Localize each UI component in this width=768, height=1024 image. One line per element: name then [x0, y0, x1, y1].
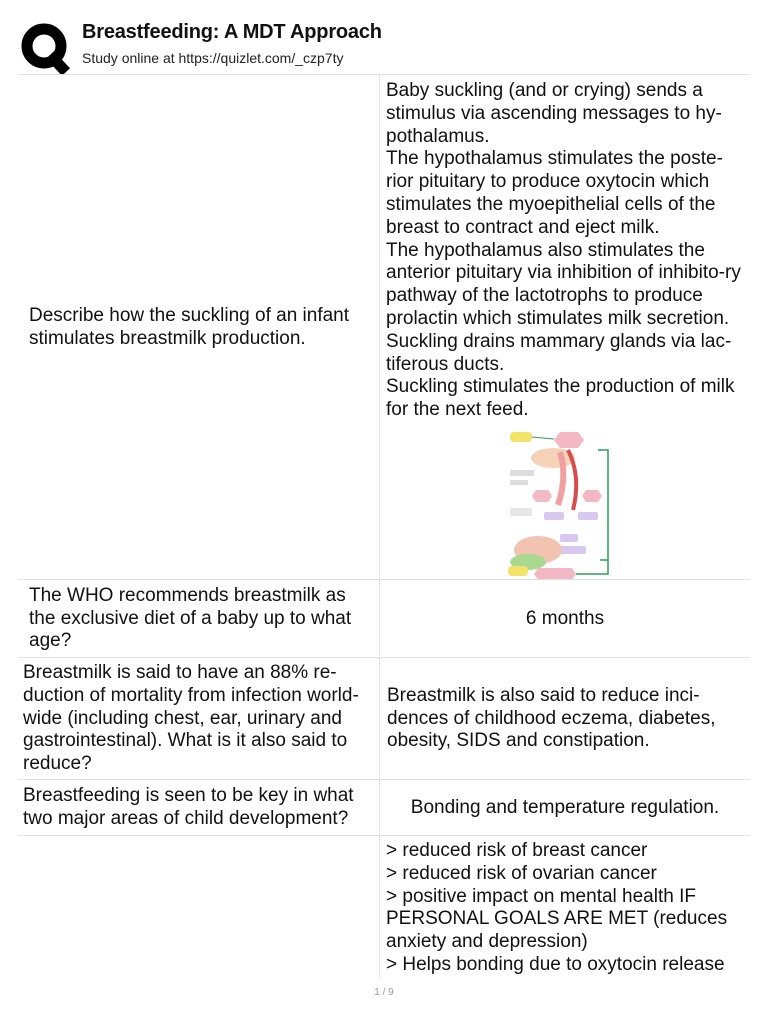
- card-2-question: The WHO recommends breastmilk as the exclusive diet of a baby up to what age?: [18, 580, 380, 658]
- card-3-question: Breastmilk is said to have an 88% re-duction of mortality from infection world-wide (including chest, ear, urinary and gastrointestinal). What is it also said to reduce?: [18, 658, 380, 780]
- card-row-5: [18, 835, 750, 978]
- card-1-question: Describe how the suckling of an infant stimulates breastmilk production.: [18, 75, 380, 580]
- answer-line: > reduced risk of breast cancer: [386, 840, 648, 861]
- answer-paragraph: Baby suckling (and or crying) sends a stimulus via ascending messages to hy-pothalamus.: [386, 80, 722, 147]
- card-5-answer: [380, 836, 750, 978]
- answer-paragraph: Suckling stimulates the production of milk for the next feed.: [386, 376, 735, 421]
- header: [0, 0, 768, 74]
- card-3-answer: Breastmilk is also said to reduce inci-dences of childhood eczema, diabetes, obesity, SIDS and constipation.: [387, 684, 716, 752]
- card-4-answer: Bonding and temperature regulation.: [410, 796, 720, 818]
- quizlet-logo-icon: [20, 22, 72, 74]
- card-4-question: Breastfeeding is seen to be key in what two major areas of child development?: [18, 780, 380, 836]
- page-title: Breastfeeding: A MDT Approach: [82, 21, 382, 43]
- answer-paragraph: Suckling drains mammary glands via lac-tiferous ducts.: [386, 330, 732, 375]
- study-online-link[interactable]: Study online at https://quizlet.com/_czp7ty: [82, 50, 344, 66]
- answer-line: > positive impact on mental health IF PERSONAL GOALS ARE MET (reduces anxiety and depression): [386, 885, 728, 953]
- answer-line: > Helps bonding due to oxytocin release: [386, 953, 725, 975]
- answer-line: > reduced risk of ovarian cancer: [386, 862, 657, 884]
- card-5-question: [18, 836, 380, 978]
- card-row-4: [18, 779, 750, 836]
- lactation-reflex-diagram: [508, 430, 614, 582]
- card-2-answer: 6 months: [525, 607, 605, 629]
- answer-paragraph: The hypothalamus stimulates the poste-rior pituitary to produce oxytocin which stimulates the myoepithelial cells of the breast to contract and eject milk.: [386, 148, 723, 238]
- card-1-answer: [380, 75, 750, 580]
- card-row-3: [18, 657, 750, 780]
- card-row-2: [18, 579, 750, 658]
- card-row-1: [18, 74, 750, 580]
- page-number: 1 / 9: [374, 987, 394, 998]
- answer-paragraph: The hypothalamus also stimulates the anterior pituitary via inhibition of inhibito-ry pathway of the lactotrophs to produce prolactin which stimulates milk secretion.: [386, 239, 741, 329]
